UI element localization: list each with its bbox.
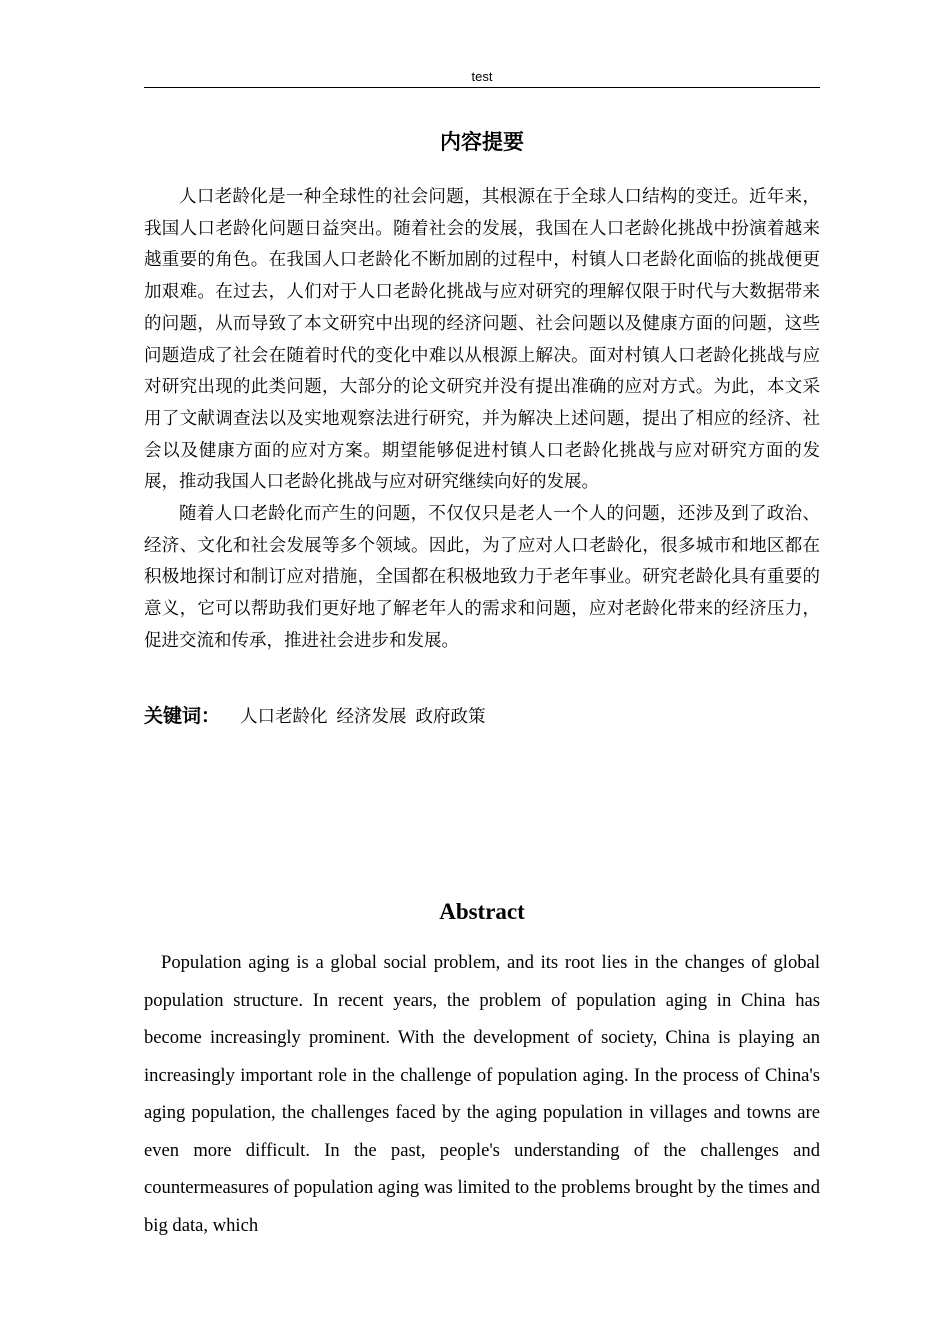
keyword: 经济发展 xyxy=(336,707,407,727)
english-abstract-title: Abstract xyxy=(439,899,525,924)
keyword: 人口老龄化 xyxy=(240,707,328,727)
chinese-abstract-paragraph: 随着人口老龄化而产生的问题，不仅仅只是老人一个人的问题，还涉及到了政治、经济、文化和社会发展等多个领域。因此，为了应对人口老龄化，很多城市和地区都在积极地探讨和制订应对措施，全国都在积极地致力于老年事业。研究老龄化具有重要的意义，它可以帮助我们更好地了解老年人的需求和问题，应对老龄化带来的经济压力，促进交流和传承，推进社会进步和发展。 xyxy=(144,504,820,651)
header-rule xyxy=(144,87,820,88)
chinese-abstract-paragraph: 人口老龄化是一种全球性的社会问题，其根源在于全球人口结构的变迁。近年来，我国人口老龄化问题日益突出。随着社会的发展，我国在人口老龄化挑战中扮演着越来越重要的角色。在我国人口老龄化不断加剧的过程中，村镇人口老龄化面临的挑战便更加艰难。在过去，人们对于人口老龄化挑战与应对研究的理解仅限于时代与大数据带来的问题，从而导致了本文研究中出现的经济问题、社会问题以及健康方面的问题，这些问题造成了社会在随着时代的变化中难以从根源上解决。面对村镇人口老龄化挑战与应对研究出现的此类问题，大部分的论文研究并没有提出准确的应对方式。为此，本文采用了文献调查法以及实地观察法进行研究，并为解决上述问题，提出了相应的经济、社会以及健康方面的应对方案。期望能够促进村镇人口老龄化挑战与应对研究方面的发展，推动我国人口老龄化挑战与应对研究继续向好的发展。 xyxy=(144,187,820,493)
chinese-abstract-title: 内容提要 xyxy=(440,130,524,154)
keyword: 政府政策 xyxy=(415,707,486,727)
keywords-line xyxy=(144,700,820,733)
english-abstract-paragraph: Population aging is a global social problem, and its root lies in the changes of global population structure. In recent years, the problem of population aging in China has become increasingly prominent. With the development of society, China is playing an increasingly important role in the challenge of population aging. In the process of China's aging population, the challenges faced by the aging population in villages and towns are even more difficult. In the past, people's understanding of the challenges and countermeasures of population aging was limited to the problems brought by the times and big data, which xyxy=(144,952,820,1236)
page-header: test xyxy=(471,69,493,84)
keywords-label: 关键词： xyxy=(144,705,221,727)
chinese-abstract-body xyxy=(144,182,820,658)
english-abstract-body xyxy=(144,944,820,1244)
